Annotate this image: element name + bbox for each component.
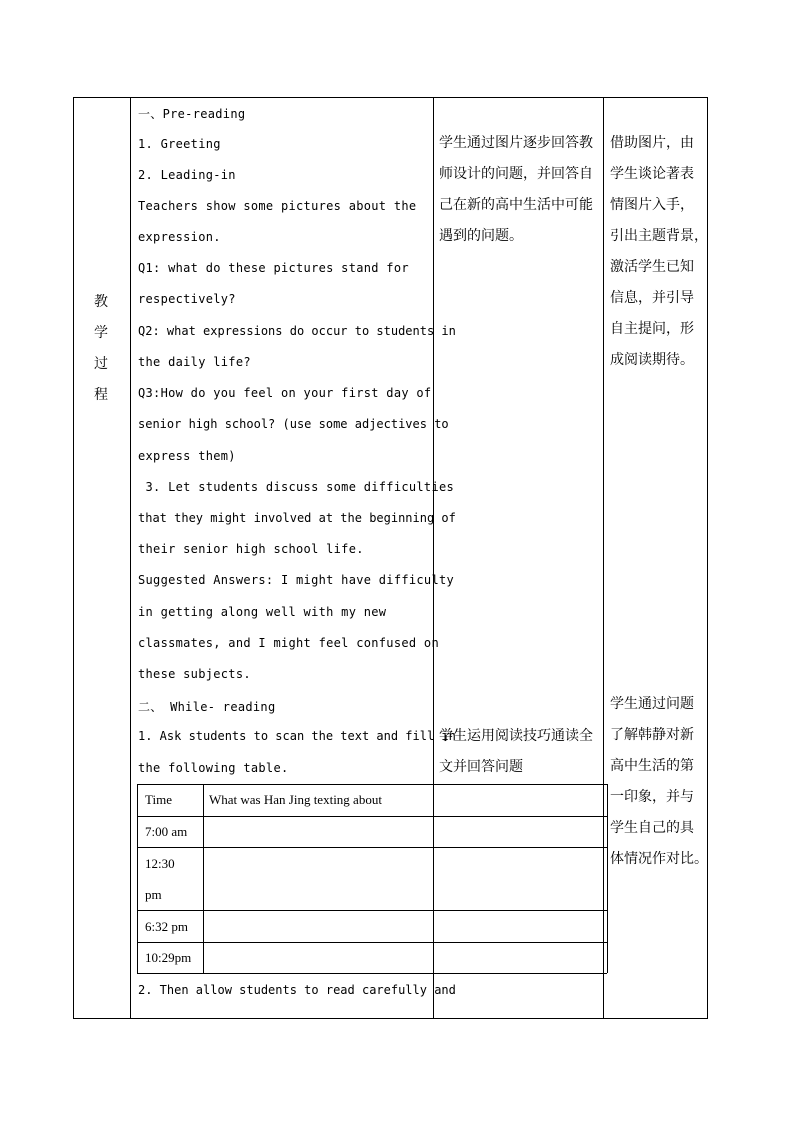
content-line: Q3:How do you feel on your first day of [138, 386, 432, 400]
content-line: senior high school? (use some adjectives to [138, 417, 449, 431]
intent-line: 引出主题背景， [610, 228, 708, 244]
content-line: expression. [138, 230, 221, 244]
table-rule [137, 847, 607, 848]
activity-line: 文并回答问题 [439, 759, 523, 775]
intent-line: 体情况作对比。 [610, 851, 708, 867]
table-rule [137, 784, 138, 973]
item-leading-in: 2. Leading-in [138, 168, 236, 182]
content-line: classmates, and I might feel confused on [138, 636, 439, 650]
section-label-char-4: 程 [94, 387, 108, 403]
section-label-char-3: 过 [94, 356, 108, 372]
intent-line: 激活学生已知 [610, 259, 694, 275]
design-intent-block-2 [610, 689, 708, 875]
table-header-time: Time [145, 792, 172, 807]
table-time-cell: 7:00 am [145, 824, 188, 839]
table-rule [137, 973, 607, 974]
intent-line: 成阅读期待。 [610, 352, 694, 368]
section-label-char-1: 教 [94, 294, 108, 310]
intent-line: 高中生活的第 [610, 758, 694, 774]
activity-line: 己在新的高中生活中可能 [439, 197, 593, 213]
content-line: their senior high school life. [138, 542, 364, 556]
item-greeting: 1. Greeting [138, 137, 221, 151]
table-time-cell: 12:30 [145, 856, 175, 871]
content-line: that they might involved at the beginning of [138, 511, 456, 525]
pre-reading-heading: 一、Pre-reading [138, 107, 246, 121]
intent-line: 了解韩静对新 [610, 727, 694, 743]
student-activity-block-2 [439, 721, 593, 783]
table-time-cell: 10:29pm [145, 950, 192, 965]
content-line: these subjects. [138, 667, 251, 681]
intent-line: 学生通过问题 [610, 696, 694, 712]
content-line: express them) [138, 449, 236, 463]
while-reading-heading: 二、 While- reading [138, 700, 276, 714]
table-header-what: What was Han Jing texting about [209, 792, 382, 807]
table-rule [607, 784, 608, 973]
intent-line: 借助图片，由 [610, 135, 694, 151]
task1-line2: the following table. [138, 761, 289, 775]
table-rule [203, 784, 204, 973]
activity-line: 遇到的问题。 [439, 228, 523, 244]
table-time-cell: 6:32 pm [145, 919, 188, 934]
activity-line: 学生运用阅读技巧通读全 [439, 728, 593, 744]
table-rule [137, 910, 607, 911]
content-line: Q1: what do these pictures stand for [138, 261, 409, 275]
intent-line: 自主提问，形 [610, 321, 694, 337]
content-line: 3. Let students discuss some difficulties [138, 480, 455, 494]
content-line: Suggested Answers: I might have difficulty [138, 573, 455, 587]
activity-line: 学生通过图片逐步回答教 [439, 135, 593, 151]
task1-line1: 1. Ask students to scan the text and fill in [138, 729, 456, 743]
intent-line: 学生谈论著表 [610, 166, 694, 182]
section-label-char-2: 学 [94, 325, 108, 341]
intent-line: 信息，并引导 [610, 290, 694, 306]
intent-line: 一印象，并与 [610, 789, 694, 805]
intent-line: 情图片入手， [610, 197, 694, 213]
column-divider-1 [130, 97, 131, 1018]
column-divider-2 [433, 97, 434, 1018]
table-rule [137, 942, 607, 943]
table-rule [137, 816, 607, 817]
content-line: Teachers show some pictures about the [138, 199, 417, 213]
intent-line: 学生自己的具 [610, 820, 694, 836]
table-rule [137, 784, 607, 785]
table-time-cell: pm [145, 887, 162, 902]
activity-line: 师设计的问题，并回答自 [439, 166, 593, 182]
content-line: respectively? [138, 292, 236, 306]
design-intent-block-1 [610, 128, 708, 376]
student-activity-block-1 [439, 128, 593, 252]
content-line: in getting along well with my new [138, 605, 387, 619]
column-divider-3 [603, 97, 604, 1018]
content-line: the daily life? [138, 355, 251, 369]
content-line: Q2: what expressions do occur to students in [138, 324, 456, 338]
task2-line: 2. Then allow students to read carefully and [138, 983, 456, 997]
